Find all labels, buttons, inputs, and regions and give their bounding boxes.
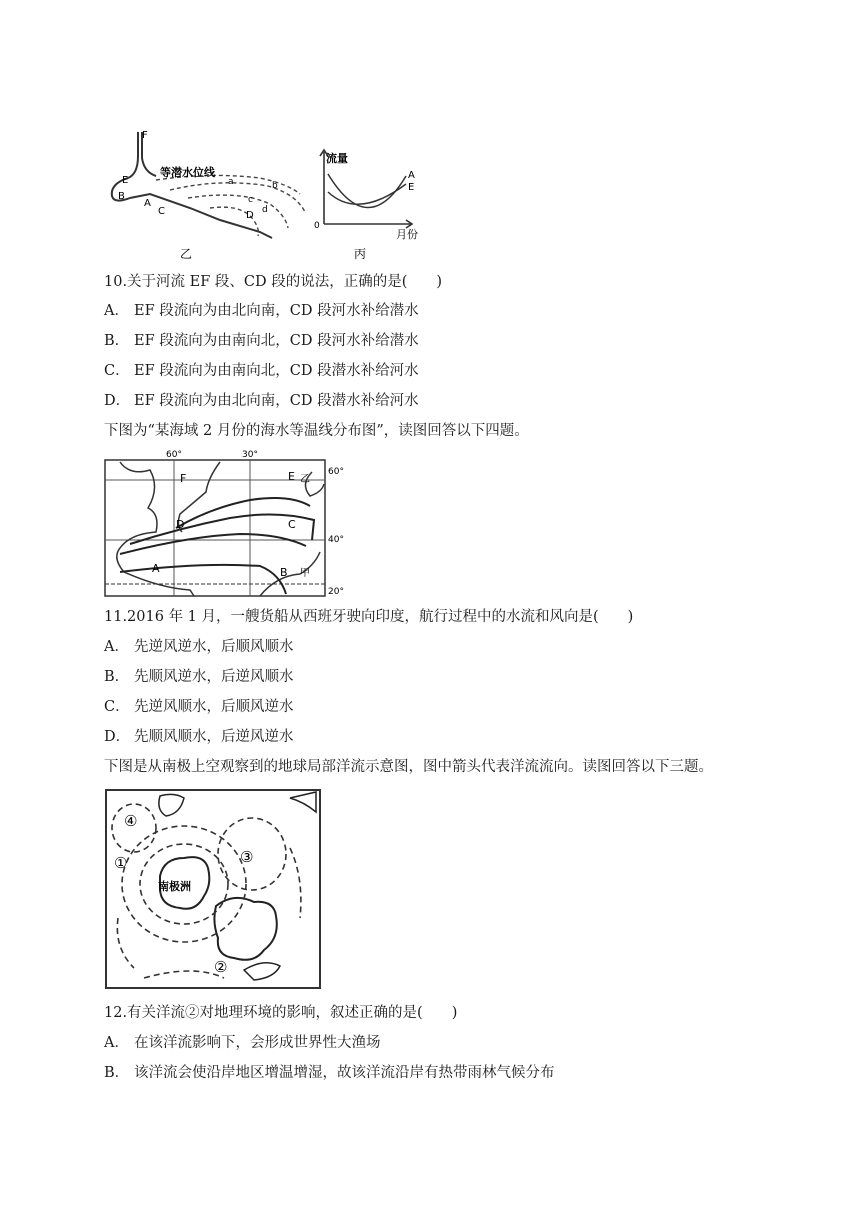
figure-sea-isotherm-map bbox=[100, 448, 350, 600]
bing-curve-a bbox=[328, 174, 406, 208]
q11-option-b[interactable]: B． 先顺风逆水，后逆风顺水 bbox=[104, 669, 294, 685]
yi-letter-B: B bbox=[118, 191, 125, 202]
bing-curve-e bbox=[328, 184, 406, 204]
map-lon-60: 60° bbox=[166, 450, 182, 460]
intro-ocean-currents: 下图是从南极上空观察到的地球局部洋流示意图，图中箭头代表洋流流向。读图回答以下三题。 bbox=[104, 759, 713, 775]
current-marker-3: ③ bbox=[240, 848, 254, 866]
figure-river-groundwater bbox=[100, 128, 430, 262]
yi-letter-c: c bbox=[248, 195, 253, 205]
yi-letter-D: D bbox=[246, 210, 254, 221]
q12-option-a[interactable]: A． 在该洋流影响下，会形成世界性大渔场 bbox=[104, 1035, 381, 1051]
q12-stem: 12.有关洋流②对地理环境的影响，叙述正确的是( ) bbox=[104, 1005, 458, 1021]
figure-antarctic-currents bbox=[104, 788, 324, 992]
map-lat-60: 60° bbox=[328, 467, 344, 477]
map-lon-30: 30° bbox=[242, 450, 258, 460]
q11-option-d[interactable]: D． 先顺风顺水，后逆风逆水 bbox=[104, 729, 294, 745]
map-letter-D: D bbox=[176, 518, 185, 531]
q10-stem: 10.关于河流 EF 段、CD 段的说法，正确的是( ) bbox=[104, 274, 443, 290]
q12-option-b[interactable]: B． 该洋流会使沿岸地区增温增湿，故该洋流沿岸有热带雨林气候分布 bbox=[104, 1065, 555, 1081]
map-letter-yi: 乙 bbox=[300, 474, 310, 485]
bing-series-e: E bbox=[408, 182, 415, 193]
yi-letter-A: A bbox=[144, 198, 151, 209]
map-letter-E: E bbox=[288, 470, 295, 483]
map-letter-F: F bbox=[180, 472, 187, 485]
antarctica-label: 南极洲 bbox=[158, 880, 191, 893]
bing-series-a: A bbox=[408, 170, 415, 181]
map-lat-20: 20° bbox=[328, 587, 344, 597]
bing-caption: 丙 bbox=[354, 247, 367, 261]
yi-caption: 乙 bbox=[180, 247, 193, 261]
bing-origin: 0 bbox=[314, 221, 320, 231]
q11-option-a[interactable]: A． 先逆风逆水，后顺风顺水 bbox=[104, 639, 294, 655]
map-letter-C: C bbox=[288, 518, 296, 531]
current-marker-4: ④ bbox=[124, 812, 138, 830]
intro-sea-temperature: 下图为“某海域 2 月份的海水等温线分布图”，读图回答以下四题。 bbox=[104, 423, 529, 439]
map-letter-jia: 甲 bbox=[300, 568, 310, 579]
current-marker-1: ① bbox=[114, 854, 128, 872]
yi-letter-C: C bbox=[158, 206, 165, 217]
q10-option-c[interactable]: C． EF 段流向为由南向北，CD 段潜水补给河水 bbox=[104, 363, 419, 379]
yi-letter-b: b bbox=[272, 181, 278, 191]
q11-option-c[interactable]: C． 先逆风顺水，后顺风逆水 bbox=[104, 699, 294, 715]
yi-letter-d: d bbox=[262, 205, 268, 215]
q10-option-b[interactable]: B． EF 段流向为由南向北，CD 段河水补给潜水 bbox=[104, 333, 419, 349]
map-letter-B: B bbox=[280, 566, 288, 579]
q10-option-a[interactable]: A． EF 段流向为由北向南，CD 段河水补给潜水 bbox=[104, 303, 419, 319]
map-lat-40: 40° bbox=[328, 535, 344, 545]
q10-option-d[interactable]: D． EF 段流向为由北向南，CD 段潜水补给河水 bbox=[104, 393, 419, 409]
q11-stem: 11.2016 年 1 月，一艘货船从西班牙驶向印度，航行过程中的水流和风向是( ) bbox=[104, 609, 634, 625]
map-letter-A: A bbox=[152, 562, 160, 575]
bing-ylabel: 流量 bbox=[326, 152, 348, 165]
yi-contour-label: 等潜水位线 bbox=[160, 166, 215, 179]
bing-xlabel: 月份 bbox=[396, 228, 418, 241]
yi-letter-E: E bbox=[122, 175, 129, 186]
current-marker-2: ② bbox=[214, 958, 228, 976]
yi-letter-F: F bbox=[142, 130, 148, 141]
yi-letter-a: a bbox=[228, 177, 234, 187]
